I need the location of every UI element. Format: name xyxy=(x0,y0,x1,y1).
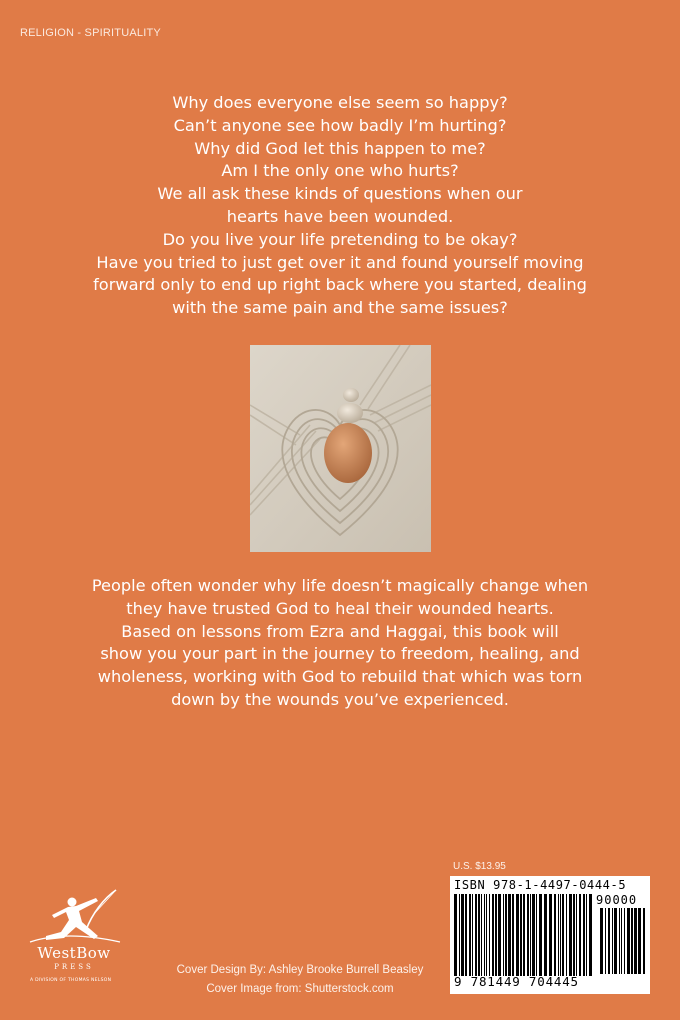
zen-stones-photo xyxy=(250,345,431,552)
cover-image-credit: Cover Image from: Shutterstock.com xyxy=(206,983,394,995)
isbn-addon: 90000 xyxy=(596,893,638,907)
publisher-division: A DIVISION OF THOMAS NELSON xyxy=(30,978,112,983)
barcode-bar xyxy=(562,894,564,976)
barcode-bar xyxy=(627,908,630,974)
barcode-bar xyxy=(544,894,547,976)
barcode-bar xyxy=(631,908,633,974)
barcode-bar xyxy=(478,894,480,976)
question-line: Am I the only one who hurts? xyxy=(221,161,459,181)
description-block xyxy=(30,575,650,712)
addon-bars xyxy=(600,908,646,974)
price-label: U.S. $13.95 xyxy=(453,861,506,872)
description-line: down by the wounds you’ve experienced. xyxy=(171,689,509,709)
barcode-bar xyxy=(558,894,559,976)
publisher-logo xyxy=(24,884,134,996)
barcode-bar xyxy=(486,894,487,976)
barcode-bar xyxy=(619,908,620,974)
barcode-bar xyxy=(461,894,464,976)
archer-icon xyxy=(24,884,124,946)
question-line: We all ask these kinds of questions when our xyxy=(157,184,523,204)
barcode-bar xyxy=(621,908,622,974)
question-line: hearts have been wounded. xyxy=(226,206,454,226)
barcode-bar xyxy=(454,894,457,976)
barcode-bar xyxy=(554,894,556,976)
barcode-bar xyxy=(512,894,514,976)
barcode-bar xyxy=(634,908,637,974)
barcode-bar xyxy=(539,894,542,976)
barcode-bar xyxy=(586,894,587,976)
publisher-name: WestBow xyxy=(37,944,111,962)
barcode-bar xyxy=(549,894,552,976)
barcode-bar xyxy=(465,894,467,976)
question-line: Why does everyone else seem so happy? xyxy=(172,93,508,112)
question-line: forward only to end up right back where you started, dealing xyxy=(93,275,587,295)
ean-bars xyxy=(454,894,592,976)
barcode-bar xyxy=(532,894,535,976)
barcode-bar xyxy=(560,894,561,976)
barcode-bar xyxy=(573,894,575,976)
barcode-bar xyxy=(583,894,585,976)
barcode-bar xyxy=(523,894,525,976)
barcode-bar xyxy=(527,894,529,976)
barcode-bar xyxy=(516,894,519,976)
barcode-bar xyxy=(605,908,606,974)
barcode-bar xyxy=(503,894,504,976)
description-line: Based on lessons from Ezra and Haggai, this book will xyxy=(121,621,559,641)
cover-design-credit: Cover Design By: Ashley Brooke Burrell Beasley xyxy=(176,964,424,976)
barcode-bar xyxy=(612,908,613,974)
question-block xyxy=(30,92,650,320)
question-line: Do you live your life pretending to be okay? xyxy=(162,229,518,249)
barcode-bar xyxy=(459,894,460,976)
barcode-bar xyxy=(498,894,501,976)
credits-block xyxy=(150,961,450,999)
barcode-bar xyxy=(643,908,645,974)
barcode-bar xyxy=(505,894,507,976)
barcode-bar xyxy=(536,894,537,976)
barcode-bar xyxy=(475,894,477,976)
question-line: with the same pain and the same issues? xyxy=(172,298,508,318)
barcode-bar xyxy=(566,894,567,976)
barcode-bar xyxy=(579,894,581,976)
category-label: RELIGION - SPIRITUALITY xyxy=(20,27,161,39)
barcode-bar xyxy=(530,894,531,976)
publisher-press: PRESS xyxy=(54,963,94,971)
barcode-bar xyxy=(638,908,641,974)
barcode-bar xyxy=(484,894,485,976)
barcode-bar xyxy=(589,894,592,976)
ean-digits: 9 781449 704445 xyxy=(454,974,579,989)
question-line: Can’t anyone see how badly I’m hurting? xyxy=(173,115,507,135)
barcode-bar xyxy=(614,908,617,974)
description-line: People often wonder why life doesn’t magically change when xyxy=(91,576,589,595)
description-line: they have trusted God to heal their wounded hearts. xyxy=(126,598,554,618)
barcode-bar xyxy=(576,894,577,976)
barcode-bar xyxy=(472,894,473,976)
barcode-bar xyxy=(495,894,497,976)
barcode-bar xyxy=(492,894,494,976)
question-line: Have you tried to just get over it and found yourself moving xyxy=(96,252,584,272)
barcode-bar xyxy=(520,894,522,976)
barcode-bar xyxy=(508,894,511,976)
barcode-bar xyxy=(469,894,471,976)
barcode-bar xyxy=(608,908,610,974)
description-line: show you your part in the journey to freedom, healing, and xyxy=(100,644,580,664)
description-line: wholeness, working with God to rebuild that which was torn xyxy=(97,667,583,687)
barcode-bar xyxy=(600,908,603,974)
barcode-bar xyxy=(489,894,490,976)
question-line: Why did God let this happen to me? xyxy=(194,138,486,158)
barcode-bar xyxy=(569,894,572,976)
isbn-barcode xyxy=(450,876,650,994)
barcode-bar xyxy=(481,894,482,976)
barcode-bar xyxy=(624,908,625,974)
isbn-label: ISBN 978-1-4497-0444-5 xyxy=(454,878,627,892)
